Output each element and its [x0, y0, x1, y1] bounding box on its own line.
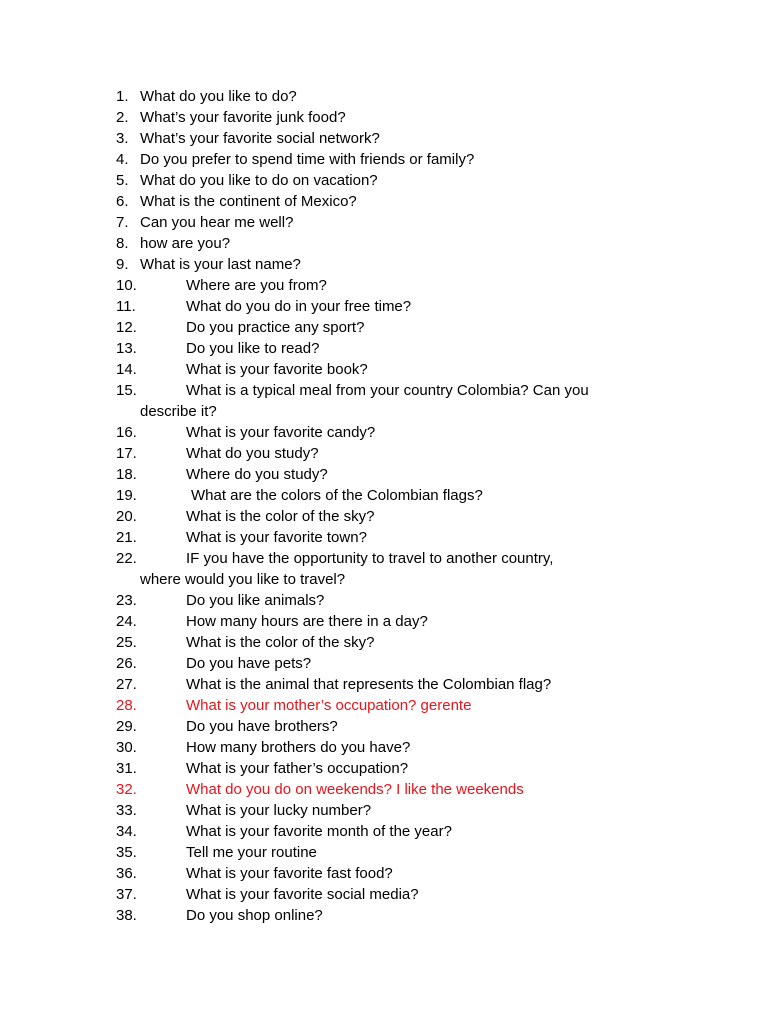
question-text: What do you study? — [186, 445, 319, 462]
question-item — [0, 212, 768, 233]
question-text: What is your mother’s occupation? gerente — [186, 697, 472, 714]
question-text: Do you like animals? — [186, 592, 325, 609]
question-text-continued: describe it? — [140, 403, 217, 420]
question-number: 9. — [116, 256, 129, 273]
question-text: Do you shop online? — [186, 907, 323, 924]
question-text: What is your favorite social media? — [186, 886, 419, 903]
question-item — [0, 800, 768, 821]
question-number: 30. — [116, 739, 137, 756]
question-item — [0, 359, 768, 380]
question-item — [0, 527, 768, 548]
question-item — [0, 107, 768, 128]
question-item — [0, 590, 768, 611]
question-number: 33. — [116, 802, 137, 819]
question-text: What is the animal that represents the Colombian flag? — [186, 676, 552, 693]
question-number: 13. — [116, 340, 137, 357]
question-item — [0, 464, 768, 485]
question-text: IF you have the opportunity to travel to another country, — [186, 550, 554, 567]
question-number: 6. — [116, 193, 129, 210]
question-item — [0, 674, 768, 695]
question-number: 25. — [116, 634, 137, 651]
question-number: 26. — [116, 655, 137, 672]
question-text: How many hours are there in a day? — [186, 613, 428, 630]
question-number: 14. — [116, 361, 137, 378]
question-number: 29. — [116, 718, 137, 735]
question-item — [0, 485, 768, 506]
question-item — [0, 149, 768, 170]
question-item — [0, 548, 768, 590]
question-text: What’s your favorite social network? — [140, 130, 380, 147]
question-text-continued: where would you like to travel? — [140, 571, 346, 588]
question-number: 10. — [116, 277, 137, 294]
question-item — [0, 317, 768, 338]
question-item — [0, 842, 768, 863]
question-number: 16. — [116, 424, 137, 441]
question-item — [0, 86, 768, 107]
question-number: 38. — [116, 907, 137, 924]
question-item — [0, 380, 768, 422]
question-text: Do you practice any sport? — [186, 319, 365, 336]
question-number: 4. — [116, 151, 129, 168]
question-text: how are you? — [140, 235, 231, 252]
question-text: What do you like to do? — [140, 88, 297, 105]
question-item — [0, 506, 768, 527]
question-text: How many brothers do you have? — [186, 739, 411, 756]
question-text: Tell me your routine — [186, 844, 317, 861]
question-item — [0, 338, 768, 359]
question-text: What is the color of the sky? — [186, 634, 375, 651]
question-text: What is your favorite book? — [186, 361, 368, 378]
question-number: 15. — [116, 382, 137, 399]
question-text: What is your favorite month of the year? — [186, 823, 452, 840]
question-text: Do you prefer to spend time with friends or family? — [140, 151, 475, 168]
question-text: What’s your favorite junk food? — [140, 109, 346, 126]
question-number: 24. — [116, 613, 137, 630]
question-item — [0, 779, 768, 800]
question-text: What are the colors of the Colombian flags? — [191, 487, 483, 504]
question-item — [0, 758, 768, 779]
question-text: Do you have brothers? — [186, 718, 338, 735]
question-number: 18. — [116, 466, 137, 483]
question-number: 37. — [116, 886, 137, 903]
question-text: What is your favorite candy? — [186, 424, 376, 441]
question-item — [0, 653, 768, 674]
question-number: 35. — [116, 844, 137, 861]
question-number: 32. — [116, 781, 137, 798]
question-text: What is your father’s occupation? — [186, 760, 409, 777]
question-number: 12. — [116, 319, 137, 336]
question-item — [0, 905, 768, 926]
question-item — [0, 443, 768, 464]
question-item — [0, 737, 768, 758]
question-item — [0, 128, 768, 149]
question-item — [0, 422, 768, 443]
question-number: 28. — [116, 697, 137, 714]
question-number: 23. — [116, 592, 137, 609]
question-number: 3. — [116, 130, 129, 147]
question-number: 27. — [116, 676, 137, 693]
question-text: What is the continent of Mexico? — [140, 193, 357, 210]
question-text: Where are you from? — [186, 277, 327, 294]
question-item — [0, 233, 768, 254]
question-text: Where do you study? — [186, 466, 328, 483]
question-text: What is your favorite fast food? — [186, 865, 393, 882]
question-item — [0, 863, 768, 884]
question-item — [0, 191, 768, 212]
question-number: 21. — [116, 529, 137, 546]
question-text: What is the color of the sky? — [186, 508, 375, 525]
question-number: 19. — [116, 487, 137, 504]
question-number: 17. — [116, 445, 137, 462]
question-item — [0, 275, 768, 296]
question-text: What is your favorite town? — [186, 529, 367, 546]
question-text: What is your last name? — [140, 256, 301, 273]
question-text: What do you like to do on vacation? — [140, 172, 378, 189]
question-item — [0, 821, 768, 842]
question-number: 34. — [116, 823, 137, 840]
question-item — [0, 254, 768, 275]
question-number: 36. — [116, 865, 137, 882]
question-item — [0, 884, 768, 905]
question-item — [0, 611, 768, 632]
question-number: 2. — [116, 109, 129, 126]
question-number: 31. — [116, 760, 137, 777]
question-number: 1. — [116, 88, 129, 105]
question-text: What do you do on weekends? I like the weekends — [186, 781, 524, 798]
question-number: 20. — [116, 508, 137, 525]
question-text: What is a typical meal from your country Colombia? Can you — [186, 382, 589, 399]
question-number: 22. — [116, 550, 137, 567]
question-item — [0, 695, 768, 716]
question-text: Can you hear me well? — [140, 214, 294, 231]
question-number: 11. — [116, 298, 136, 315]
question-item — [0, 296, 768, 317]
question-item — [0, 170, 768, 191]
question-text: Do you like to read? — [186, 340, 320, 357]
question-item — [0, 716, 768, 737]
question-text: What is your lucky number? — [186, 802, 372, 819]
question-number: 8. — [116, 235, 129, 252]
question-list — [0, 86, 768, 926]
question-text: What do you do in your free time? — [186, 298, 412, 315]
question-item — [0, 632, 768, 653]
question-number: 7. — [116, 214, 129, 231]
question-text: Do you have pets? — [186, 655, 312, 672]
question-number: 5. — [116, 172, 129, 189]
